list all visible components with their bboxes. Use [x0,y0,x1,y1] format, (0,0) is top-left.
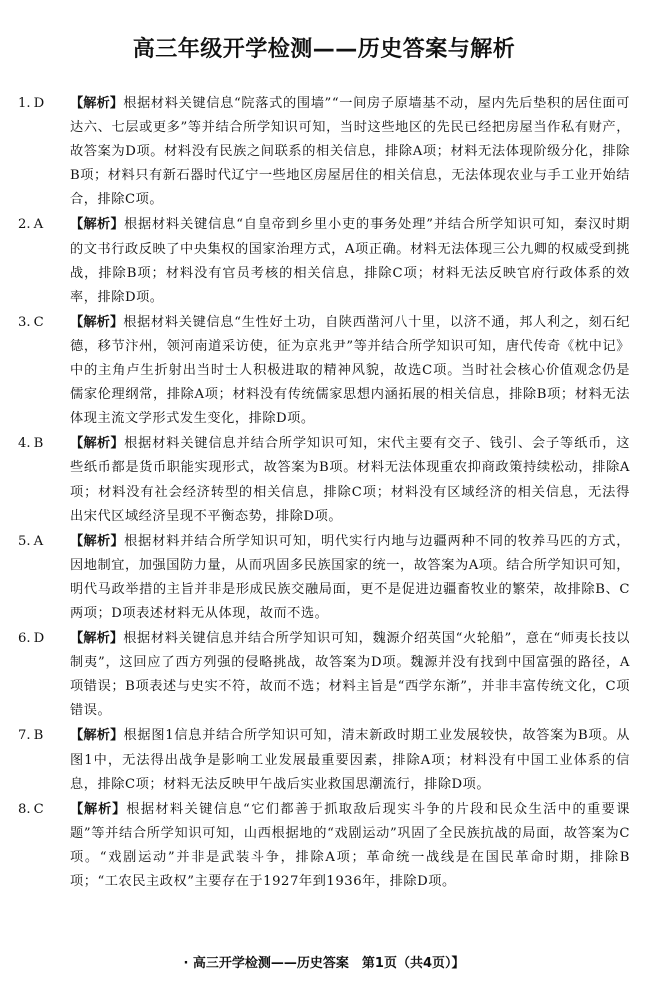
page-title: 高三年级开学检测——历史答案与解析 [132,37,516,62]
item-answer: C [33,801,44,817]
analysis-tag: 【解析】 [70,728,124,744]
analysis-text: 根据材料关键信息“它们都善于抓取敌后现实斗争的片段和民众生活中的重要课题”等并结合所学知识可知，山西根据地的“戏剧运动”巩固了全民族抗战的局面，故答案为C项。“戏剧运动”并非是武装斗争，排除A项；革命统一战线是在国民革命时期，排除B项；“工农民主政权”主要存在于1927年到1936年，排除D项。 [70,801,630,889]
answer-item-2 [18,213,630,309]
analysis-text: 根据材料关键信息并结合所学知识可知，魏源介绍英国“火轮船”，意在“师夷长技以制夷”，这回应了西方列强的侵略挑战，故答案为D项。魏源并没有找到中国富强的路径，A项错误；B项表述与史实不符，故而不选；材料主旨是“西学东渐”，并非丰富传统文化，C项错误。 [70,631,631,719]
item-number: 7. [18,728,31,744]
item-number: 6. [18,631,31,647]
analysis-text: 根据材料关键信息并结合所学知识可知，宋代主要有交子、钱引、会子等纸币，这些纸币都是货币职能实现形式，故答案为B项。材料无法体现重农抑商政策持续松动，排除A项；材料没有社会经济转型的相关信息，排除C项；材料没有区域经济的相关信息，无法得出宋代区域经济呈现不平衡态势，排除D项。 [70,436,631,524]
answer-item-5 [18,530,630,626]
analysis-text: 根据材料关键信息“院落式的围墙”“一间房子原墙基不动，屋内先后垫积的居住面可达六、七层或更多”等并结合所学知识可知，当时这些地区的先民已经把房屋当作私有财产，故答案为D项。材料没有民族之间联系的相关信息，排除A项；材料无法体现阶级分化，排除B项；材料只有新石器时代辽宁一些地区房屋居住的相关信息，无法体现农业与手工业开始结合，排除C项。 [70,96,631,208]
answer-item-1 [18,92,630,212]
item-answer: C [33,314,44,330]
analysis-text: 根据材料并结合所学知识可知，明代实行内地与边疆两种不同的牧养马匹的方式，因地制宜，加强国防力量，从而巩固多民族国家的统一，故答案为A项。结合所学知识可知，明代马政举措的主旨并非是形成民族交融局面，更不是促进边疆畜牧业的繁荣，故排除B、C两项；D项表述材料无从体现，故而不选。 [70,533,631,621]
analysis-tag: 【解析】 [70,801,127,817]
item-number: 8. [18,801,31,817]
analysis-text: 根据图1信息并结合所学知识可知，清末新政时期工业发展较快，故答案为B项。从图1中，无法得出战争是影响工业发展最重要因素，排除A项；材料没有中国工业体系的信息，排除C项；材料无法反映甲午战后实业救国思潮流行，排除D项。 [70,728,630,792]
item-number-answer [18,724,70,748]
answer-item-6 [18,627,630,723]
item-number-answer [18,311,70,335]
answer-list [18,92,630,895]
analysis-tag: 【解析】 [70,217,124,233]
item-answer: A [33,217,44,233]
item-number-answer [18,92,70,116]
item-answer: B [33,436,44,452]
answer-item-7 [18,724,630,796]
analysis-text: 根据材料关键信息“自皇帝到乡里小吏的事务处理”并结合所学知识可知，秦汉时期的文书行政反映了中央集权的国家治理方式，A项正确。材料无法体现三公九卿的权威受到挑战，排除B项；材料没有官员考核的相关信息，排除C项；材料无法反映官府行政体系的效率，排除D项。 [70,217,630,305]
item-number-answer [18,798,70,822]
item-number-answer [18,432,70,456]
item-number: 4. [18,436,31,452]
analysis-tag: 【解析】 [70,96,124,111]
item-answer: D [33,96,45,111]
item-answer: A [33,533,44,549]
item-answer: D [33,631,45,647]
analysis-tag: 【解析】 [70,436,125,452]
analysis-text: 根据材料关键信息“生性好土功，自陕西凿河八十里，以济不通，邦人利之，刻石纪德，移节汴州，领河南道采访使，征为京兆尹”等并结合所学知识可知，唐代传奇《枕中记》中的主角卢生折射出当时士人积极进取的精神风貌，故选C项。当时社会核心价值观念仍是儒家伦理纲常，排除A项；材料没有传统儒家思想内涵拓展的相关信息，排除B项；材料无法体现主流文学形式发生变化，排除D项。 [70,314,631,427]
item-number: 5. [18,533,31,549]
item-number-answer [18,530,70,554]
answer-item-8 [18,798,630,894]
answer-item-3 [18,311,630,431]
item-number: 3. [18,314,31,330]
analysis-tag: 【解析】 [70,314,124,330]
item-number-answer [18,213,70,237]
page-footer: · 高三开学检测——历史答案 第1页（共4页）】 [183,956,465,971]
analysis-tag: 【解析】 [70,631,124,647]
analysis-tag: 【解析】 [70,533,125,549]
item-number: 2. [18,217,31,233]
item-answer: B [33,728,44,744]
item-number: 1. [18,96,31,111]
item-number-answer [18,627,70,651]
answer-item-4 [18,432,630,528]
